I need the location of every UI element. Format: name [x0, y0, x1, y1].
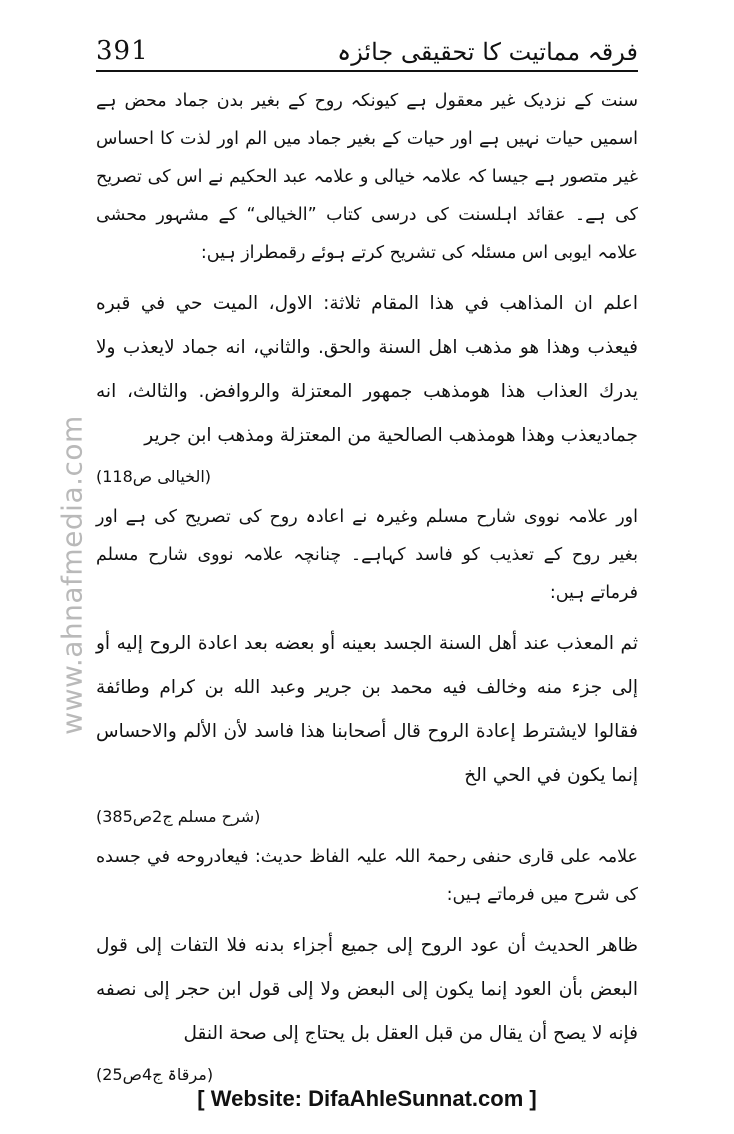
urdu-paragraph-nawawi: اور علامہ نووی شارح مسلم وغیرہ نے اعادہ روح کی تصریح کی ہے اور بغیر روح کے تعذیب کو فاسد کہاہے۔ چنانچہ علامہ نووی شارح مسلم فرماتے ہیں:: [96, 507, 638, 603]
reference-sharh-muslim: (شرح مسلم ج2ص385): [96, 807, 261, 826]
page-header: [96, 26, 638, 66]
urdu-paragraph-intro: سنت کے نزدیک غیر معقول ہے کیونکہ روح کے بغیر بدن جماد محض ہے اسمیں حیات نہیں ہے اور حیات کے بغیر جماد میں الم اور لذت کا احساس غیر متصور ہے جیسا کہ علامہ خیالی و علامہ عبد الحکیم نے اس کی تصریح کی ہے۔ عقائد اہلسنت کی درسی کتاب ”الخیالی“ کے مشہور محشی علامہ ایوبی اس مسئلہ کی تشریح کرتے ہوئے رقمطراز ہیں:: [96, 91, 638, 263]
website-footer: [ Website: DifaAhleSunnat.com ]: [197, 1086, 537, 1111]
header-rule: [96, 70, 638, 72]
watermark-text: www.ahnafmedia.com: [55, 415, 89, 735]
reference-khayali: (الخیالی ص118): [96, 467, 212, 486]
urdu-paragraph-qari: علامہ علی قاری حنفی رحمۃ اللہ علیہ الفاظ حدیث: فيعادروحه في جسده کی شرح میں فرماتے ہیں:: [96, 847, 638, 905]
arabic-quote-khayali: اعلم ان المذاهب في هذا المقام ثلاثة: الاول، الميت حي في قبره فيعذب وهذا هو مذهب اهل السنة والحق. والثاني، انه جماد لايعذب ولا يدرك العذاب هذا هومذهب جمهور المعتزلة والروافض. والثالث، انه جماديعذب وهذا هومذهب الصالحية من المعتزلة ومذهب ابن جرير: [96, 293, 638, 446]
running-title: فرقہ مماتیت کا تحقیقی جائزہ: [337, 38, 638, 66]
arabic-quote-mirqat: ظاهر الحديث أن عود الروح إلى جميع أجزاء بدنه فلا التفات إلى قول البعض بأن العود إنما يكون إلى البعض ولا إلى قول ابن حجر إلى نصفه فإنه لا يصح أن يقال من قبل العقل بل يحتاج إلى صحة النقل: [96, 935, 638, 1044]
page-number: 391: [96, 36, 149, 66]
reference-mirqat: (مرقاۃ ج4ص25): [96, 1065, 214, 1084]
arabic-quote-nawawi: ثم المعذب عند أهل السنة الجسد بعينه أو بعضه بعد اعادة الروح إليه أو إلى جزء منه وخالف فيه محمد بن جرير وعبد الله بن كرام وطائفة فقالوا لايشترط إعادة الروح قال أصحابنا هذا فاسد لأن الألم والاحساس إنما يكون في الحي الخ: [96, 633, 638, 786]
page-body: [96, 82, 638, 1096]
